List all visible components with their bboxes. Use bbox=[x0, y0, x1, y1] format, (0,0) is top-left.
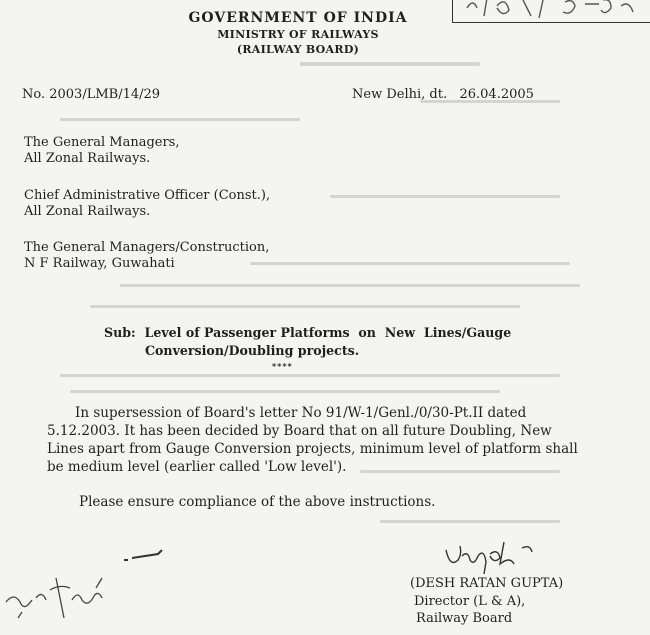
body-paragraph bbox=[47, 404, 635, 476]
header-government: GOVERNMENT OF INDIA bbox=[188, 10, 408, 26]
recipient-3-line-2: N F Railway, Guwahati bbox=[24, 256, 175, 271]
header-ministry: MINISTRY OF RAILWAYS bbox=[217, 28, 379, 41]
reference-number: No. 2003/LMB/14/29 bbox=[22, 87, 161, 102]
recipient-1-line-1: The General Managers, bbox=[24, 135, 180, 150]
closing-instruction: Please ensure compliance of the above instructions. bbox=[79, 494, 436, 510]
signatory-designation: Director (L & A), bbox=[414, 594, 526, 609]
body-line-2: 5.12.2003. It has been decided by Board that on all future Doubling, New bbox=[47, 423, 552, 439]
signatory-office: Railway Board bbox=[416, 611, 513, 626]
recipient-3-line-1: The General Managers/Construction, bbox=[24, 240, 270, 255]
recipient-2-line-2: All Zonal Railways. bbox=[24, 204, 151, 219]
subject-line-1: Sub: Level of Passenger Platforms on New Lines/Gauge bbox=[104, 325, 512, 340]
body-line-3: Lines apart from Gauge Conversion projects, minimum level of platform shall bbox=[47, 441, 578, 457]
body-line-4: be medium level (earlier called 'Low level'). bbox=[47, 459, 347, 475]
place-and-date: New Delhi, dt. 26.04.2005 bbox=[352, 87, 534, 102]
recipient-2-line-1: Chief Administrative Officer (Const.), bbox=[24, 188, 271, 203]
subject-separator: **** bbox=[272, 361, 293, 371]
header-board: (RAILWAY BOARD) bbox=[236, 43, 360, 56]
body-line-1: In supersession of Board's letter No 91/W-1/Genl./0/30-Pt.II dated bbox=[75, 405, 527, 421]
subject-line-2: Conversion/Doubling projects. bbox=[145, 343, 360, 358]
signatory-name: (DESH RATAN GUPTA) bbox=[410, 576, 564, 591]
signature-icon bbox=[438, 540, 548, 574]
recipient-1-line-2: All Zonal Railways. bbox=[24, 151, 151, 166]
handwritten-annotation-icon bbox=[0, 540, 190, 635]
